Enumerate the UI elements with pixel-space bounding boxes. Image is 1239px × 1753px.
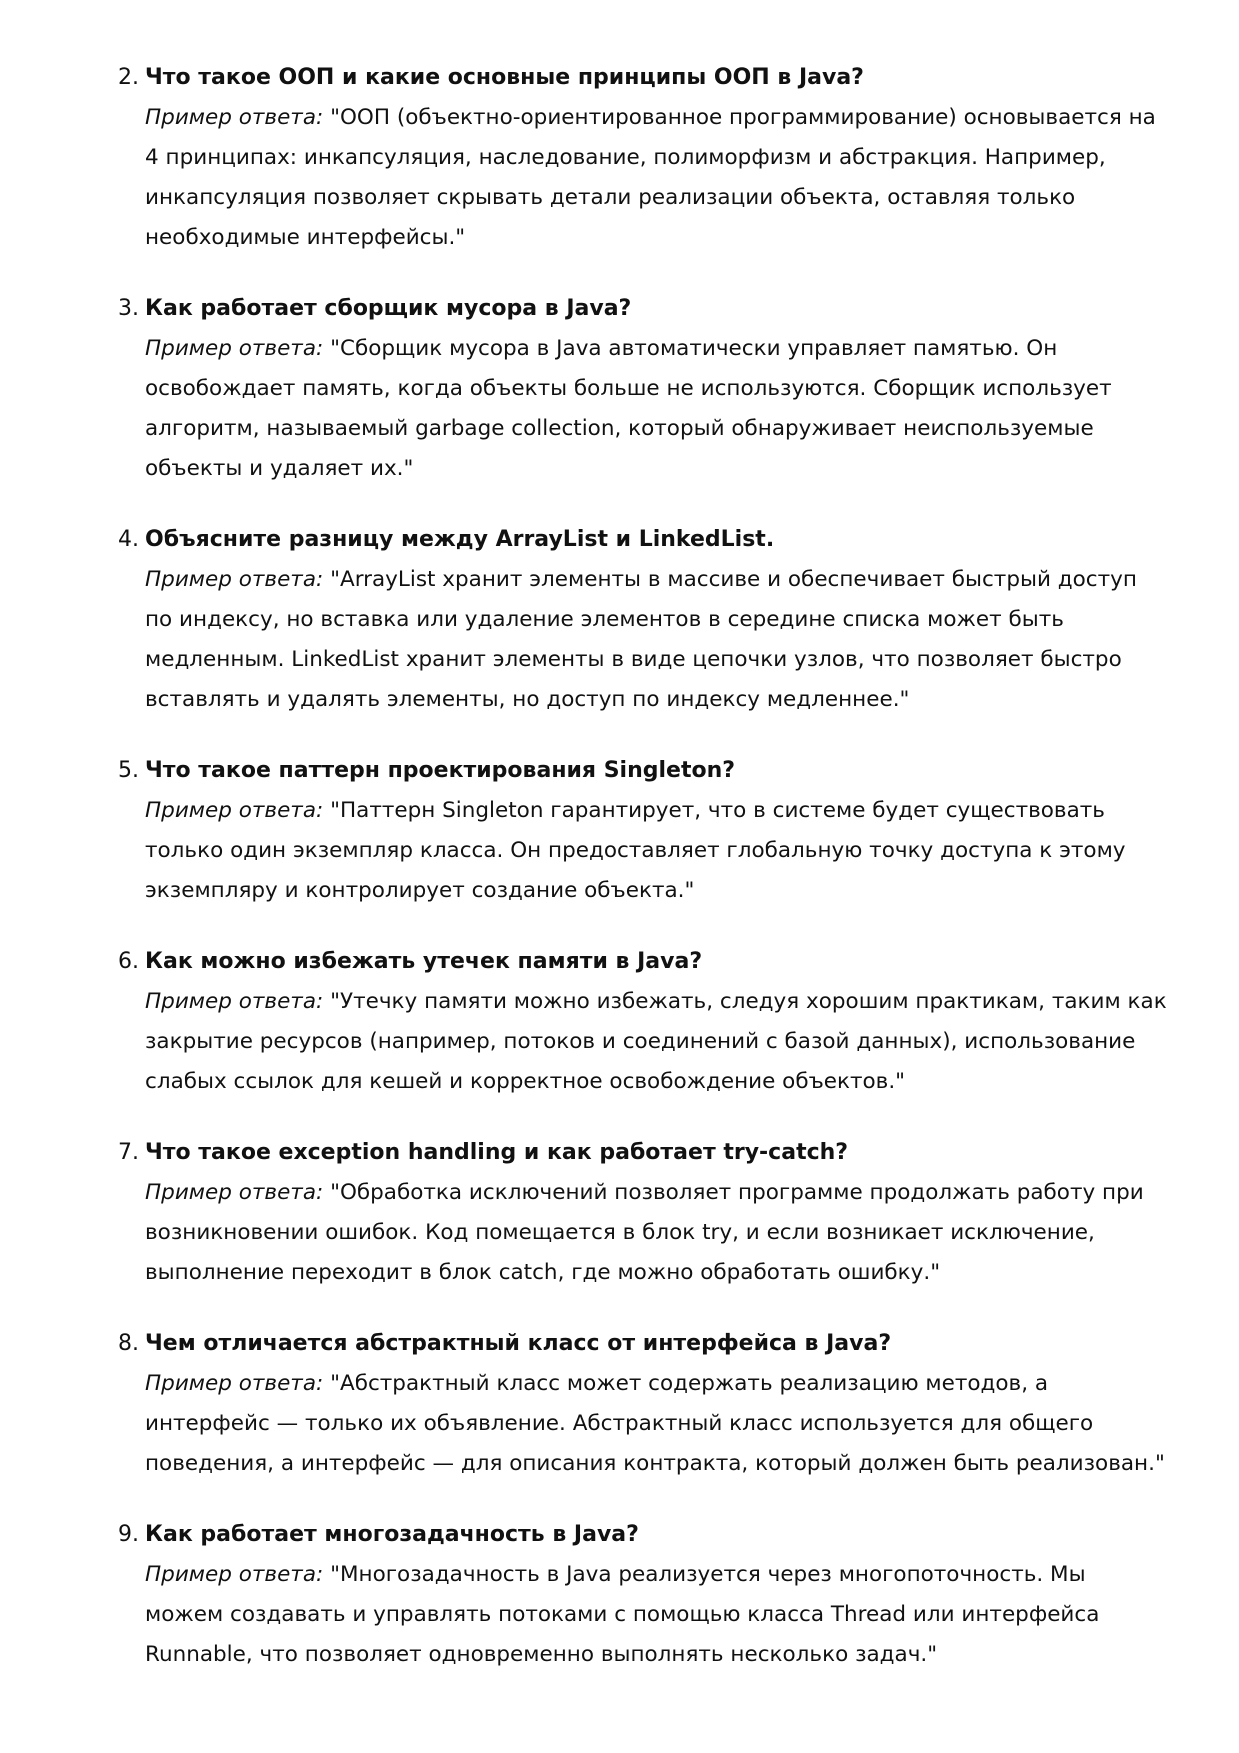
answer-label: Пример ответа: (145, 105, 324, 130)
question-item (0, 1515, 1169, 1675)
question-item (0, 1133, 1169, 1293)
answer-paragraph (145, 982, 1169, 1102)
question-item (0, 58, 1169, 258)
question-text: Как работает многозадачность в Java? (145, 1522, 639, 1547)
question-number: 8. (118, 1331, 139, 1356)
answer-paragraph (145, 1173, 1169, 1293)
question-item (0, 289, 1169, 489)
answer-label: Пример ответа: (145, 1180, 324, 1205)
question-number: 5. (118, 758, 139, 783)
answer-text: "Паттерн Singleton гарантирует, что в системе будет существовать только один экземпляр класса. Он предоставляет глобальную точку доступа к этому экземпляру и контролирует создание объекта." (145, 798, 1126, 903)
answer-label: Пример ответа: (145, 1371, 324, 1396)
answer-text: "ArrayList хранит элементы в массиве и обеспечивает быстрый доступ по индексу, но вставка или удаление элементов в середине списка может быть медленным. LinkedList хранит элементы в виде цепочки узлов, что позволяет быстро вставлять и удалять элементы, но доступ по индексу медленнее." (145, 567, 1137, 712)
question-number: 9. (118, 1522, 139, 1547)
question-text: Что такое паттерн проектирования Singleton? (145, 758, 736, 783)
question-item (0, 520, 1169, 720)
question-list (0, 58, 1169, 1675)
question-number: 3. (118, 296, 139, 321)
question-text: Что такое exception handling и как работает try-catch? (145, 1140, 849, 1165)
question-number: 2. (118, 65, 139, 90)
answer-text: "Утечку памяти можно избежать, следуя хорошим практикам, таким как закрытие ресурсов (например, потоков и соединений с базой данных), использование слабых ссылок для кешей и корректное освобождение объектов." (145, 989, 1167, 1094)
answer-text: "Абстрактный класс может содержать реализацию методов, а интерфейс — только их объявление. Абстрактный класс используется для общего поведения, а интерфейс — для описания контракта, который должен быть реализован." (145, 1371, 1165, 1476)
answer-paragraph (145, 560, 1169, 720)
question-text: Объясните разницу между ArrayList и LinkedList. (145, 527, 775, 552)
answer-text: "Многозадачность в Java реализуется через многопоточность. Мы можем создавать и управлять потоками с помощью класса Thread или интерфейса Runnable, что позволяет одновременно выполнять несколько задач." (145, 1562, 1100, 1667)
question-item (0, 1324, 1169, 1484)
question-item (0, 942, 1169, 1102)
answer-text: "ООП (объектно-ориентированное программирование) основывается на 4 принципах: инкапсуляция, наследование, полиморфизм и абстракция. Например, инкапсуляция позволяет скрывать детали реализации объекта, оставляя только необходимые интерфейсы." (145, 105, 1156, 250)
question-number: 4. (118, 527, 139, 552)
answer-label: Пример ответа: (145, 989, 324, 1014)
question-number: 6. (118, 949, 139, 974)
answer-label: Пример ответа: (145, 1562, 324, 1587)
answer-text: "Сборщик мусора в Java автоматически управляет памятью. Он освобождает память, когда объекты больше не используются. Сборщик использует алгоритм, называемый garbage collection, который обнаруживает неиспользуемые объекты и удаляет их." (145, 336, 1112, 481)
answer-paragraph (145, 1364, 1169, 1484)
answer-paragraph (145, 1555, 1169, 1675)
answer-text: "Обработка исключений позволяет программе продолжать работу при возникновении ошибок. Код помещается в блок try, и если возникает исключение, выполнение переходит в блок catch, где можно обработать ошибку." (145, 1180, 1144, 1285)
question-text: Что такое ООП и какие основные принципы ООП в Java? (145, 65, 864, 90)
answer-label: Пример ответа: (145, 567, 324, 592)
question-text: Как можно избежать утечек памяти в Java? (145, 949, 703, 974)
question-item (0, 751, 1169, 911)
answer-paragraph (145, 98, 1169, 258)
question-number: 7. (118, 1140, 139, 1165)
answer-label: Пример ответа: (145, 798, 324, 823)
answer-paragraph (145, 329, 1169, 489)
question-text: Как работает сборщик мусора в Java? (145, 296, 632, 321)
question-text: Чем отличается абстрактный класс от интерфейса в Java? (145, 1331, 892, 1356)
answer-paragraph (145, 791, 1169, 911)
answer-label: Пример ответа: (145, 336, 324, 361)
